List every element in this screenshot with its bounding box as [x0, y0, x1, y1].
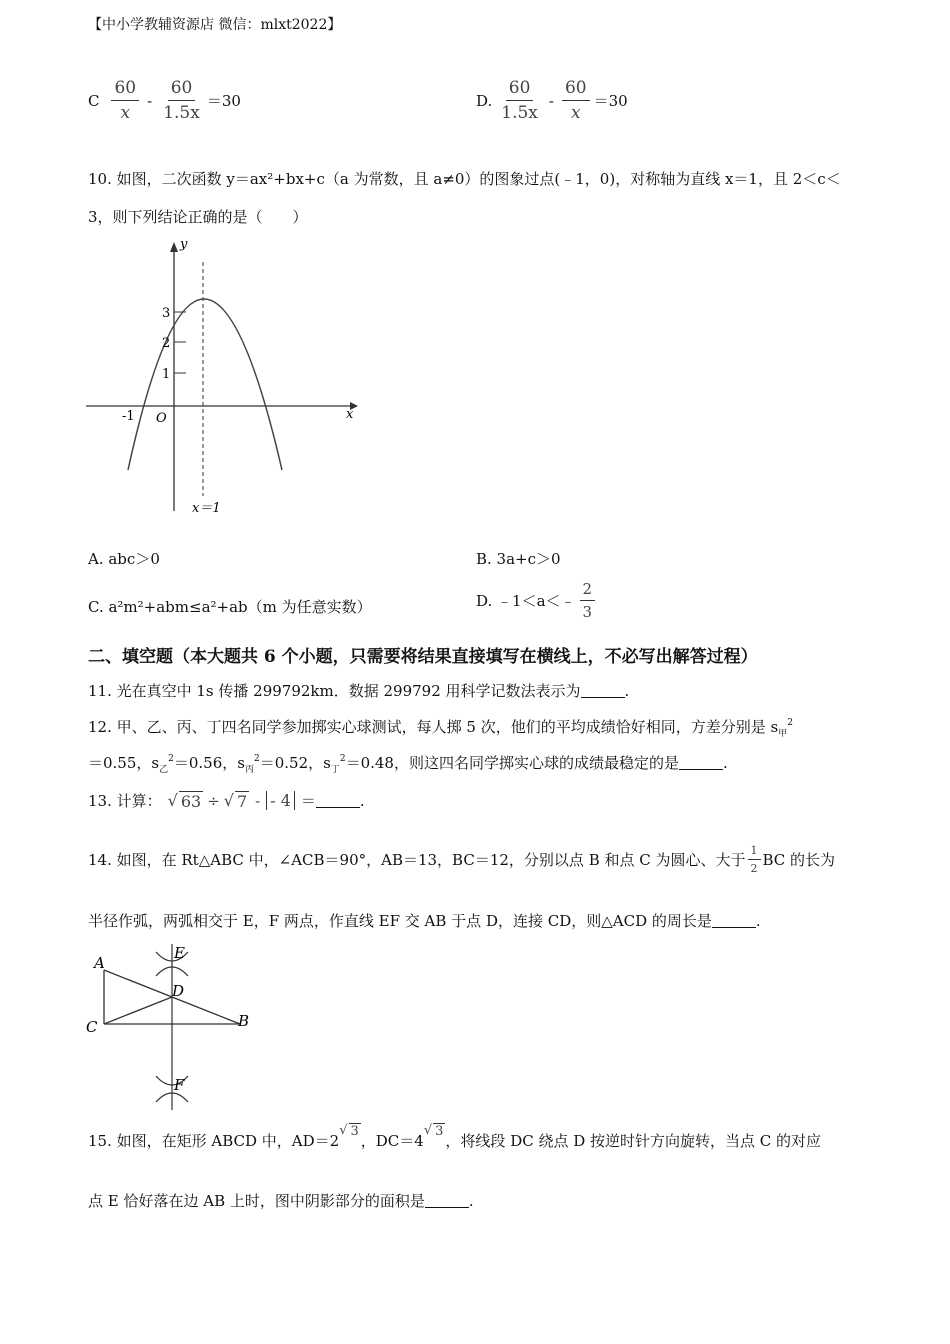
q9-c-frac1 — [111, 78, 139, 123]
q12-line2-a: ＝0.55，s — [88, 754, 160, 772]
tick-label-2: 2 — [162, 336, 171, 351]
q12-blank — [679, 755, 723, 770]
q10-d-prefix: D. ﹣1＜a＜﹣ — [476, 592, 576, 610]
x-axis-label: x — [346, 407, 354, 422]
q10-option-a: A. abc＞0 — [88, 550, 160, 568]
q9-d-rhs: ＝30 — [593, 92, 628, 110]
q15-sqrt-2: 3 — [435, 1124, 444, 1139]
q12-sub-jia: 甲 — [778, 729, 788, 739]
q12-line2-b: ＝0.56，s — [173, 754, 245, 772]
q9-d-frac2-num: 60 — [562, 78, 590, 101]
q13-eq: ＝ — [300, 792, 316, 810]
q9-d-label: D. — [476, 91, 493, 110]
label-d: D — [172, 982, 185, 1000]
label-b: B — [238, 1012, 250, 1030]
q10-stem-line1: 10. 如图，二次函数 y＝ax²+bx+c（a 为常数，且 a≠0）的图象过点(﹣1，0)，对称轴为直线 x＝1，且 2＜c＜ — [88, 170, 841, 188]
q14-line2 — [88, 910, 761, 931]
q13-sqrt-7: 7 — [236, 791, 248, 811]
q10-d-frac — [580, 580, 596, 621]
q15-line1: 15. 如图，在矩形 ABCD 中，AD＝2 √ 3 ，DC＝4 √ 3 ，将线段 DC 绕点 D 按逆时针方向旋转，当点 C 的对应 — [88, 1123, 822, 1150]
q9-d-frac1 — [498, 78, 541, 123]
q10-d-frac-den: 3 — [582, 603, 593, 621]
q12-line1-text: 12. 甲、乙、丙、丁四名同学参加掷实心球测试，每人掷 5 次，他们的平均成绩恰好相同，方差分别是 s — [88, 718, 779, 736]
symmetry-axis-label: x＝1 — [192, 501, 221, 516]
q15-line1-c: ，将线段 DC 绕点 D 按逆时针方向旋转，当点 C 的对应 — [445, 1132, 822, 1150]
q11-blank — [581, 683, 625, 698]
q15-blank — [425, 1193, 469, 1208]
q13-abs: - 4 — [266, 791, 295, 810]
segment-cd — [104, 997, 172, 1024]
q11-end: . — [624, 682, 630, 700]
q9-option-c — [88, 78, 241, 123]
q10-stem-line2: 3，则下列结论正确的是（ ） — [88, 208, 308, 226]
q14-triangle-figure — [84, 940, 264, 1115]
q14-end: . — [755, 912, 761, 930]
q14-half-den: 2 — [750, 862, 758, 875]
q13-minus: - — [255, 791, 261, 810]
q9-c-label: C — [88, 91, 100, 110]
q15-line1-a: 15. 如图，在矩形 ABCD 中，AD＝2 — [88, 1132, 340, 1150]
q9-c-frac2 — [160, 78, 203, 123]
q10-d-frac-num: 2 — [580, 580, 596, 601]
q9-option-d — [476, 78, 628, 123]
q9-c-minus: - — [147, 91, 153, 110]
q13: 13. 计算： √ 63 ÷ √ 7 - - 4 ＝ . — [88, 791, 365, 811]
q9-c-frac1-den: x — [120, 103, 131, 123]
q15-line2 — [88, 1190, 474, 1211]
q10-option-b: B. 3a+c＞0 — [476, 550, 561, 568]
q15-line1-b: ，DC＝4 — [360, 1132, 424, 1150]
q12-line2-c: ＝0.52，s — [259, 754, 331, 772]
q13-blank — [316, 793, 360, 808]
q14-blank — [712, 913, 756, 928]
q15-sqrt-1: 3 — [350, 1124, 359, 1139]
q15-line2-text: 点 E 恰好落在边 AB 上时，图中阴影部分的面积是 — [88, 1192, 425, 1210]
tick-label-1: 1 — [162, 367, 171, 382]
q14-half — [748, 844, 761, 875]
q13-div: ÷ — [207, 791, 220, 810]
tick-label-3: 3 — [162, 306, 171, 321]
page-header: 【中小学教辅资源店 微信：mlxt2022】 — [88, 17, 342, 33]
q9-d-frac2-den: x — [570, 103, 581, 123]
q14-line1-b: BC 的长为 — [762, 851, 836, 869]
y-axis-label: y — [180, 237, 188, 252]
q12-end: . — [722, 754, 728, 772]
q14-line1 — [88, 844, 835, 875]
q14-half-num: 1 — [748, 844, 761, 860]
q15-end: . — [468, 1192, 474, 1210]
q12-sub-bing: 丙 — [244, 765, 254, 775]
q10-option-c: C. a²m²+abm≤a²+ab（m 为任意实数） — [88, 598, 372, 616]
q12-sub-yi: 乙 — [159, 765, 169, 775]
q9-d-frac1-den: 1.5x — [501, 103, 538, 123]
section-2-title: 二、填空题（本大题共 6 个小题，只需要将结果直接填写在横线上，不必写出解答过程） — [88, 647, 758, 667]
label-c: C — [86, 1018, 98, 1036]
q9-c-rhs: ＝30 — [206, 92, 241, 110]
q12-line1: 12. 甲、乙、丙、丁四名同学参加掷实心球测试，每人掷 5 次，他们的平均成绩恰好相同，方差分别是 $s_甲^2$ — [88, 718, 793, 739]
label-e: E — [174, 944, 185, 962]
origin-label: O — [156, 411, 167, 426]
q9-c-frac2-den: 1.5x — [163, 103, 200, 123]
q14-line2-text: 半径作弧，两弧相交于 E，F 两点，作直线 EF 交 AB 于点 D，连接 CD，则△ACD 的周长是 — [88, 912, 712, 930]
q13-end: . — [359, 791, 365, 810]
q12-line2-d: ＝0.48，则这四名同学掷实心球的成绩最稳定的是 — [345, 754, 679, 772]
q9-c-frac2-num: 60 — [168, 78, 196, 101]
q11-text: 11. 光在真空中 1s 传播 299792km．数据 299792 用科学记数法表示为 — [88, 682, 581, 700]
q9-c-frac1-num: 60 — [111, 78, 139, 101]
label-f: F — [174, 1076, 185, 1094]
q12-line2: ＝0.55，$s_乙^2=0.56$，$s_丙^2=0.52$，$s_丁^2=0.48$，则这四名同学掷实心球的成绩最稳定的是 . — [88, 754, 728, 775]
q9-d-frac1-num: 60 — [506, 78, 534, 101]
label-a: A — [94, 954, 105, 972]
q13-sqrt-63: 63 — [180, 791, 202, 811]
q14-line1-a: 14. 如图，在 Rt△ABC 中，∠ACB＝90°，AB＝13，BC＝12，分别以点 B 和点 C 为圆心、大于 — [88, 851, 746, 869]
q13-prefix: 13. 计算： — [88, 792, 162, 810]
y-axis-arrow — [170, 242, 178, 252]
q9-d-minus: - — [548, 91, 554, 110]
parabola-curve — [128, 299, 282, 470]
q10-parabola-graph — [84, 236, 364, 518]
q12-sub-ding: 丁 — [330, 765, 340, 775]
q9-d-frac2 — [562, 78, 590, 123]
neg-one-label: -1 — [122, 409, 135, 424]
q11 — [88, 680, 629, 701]
q10-option-d — [476, 580, 599, 621]
